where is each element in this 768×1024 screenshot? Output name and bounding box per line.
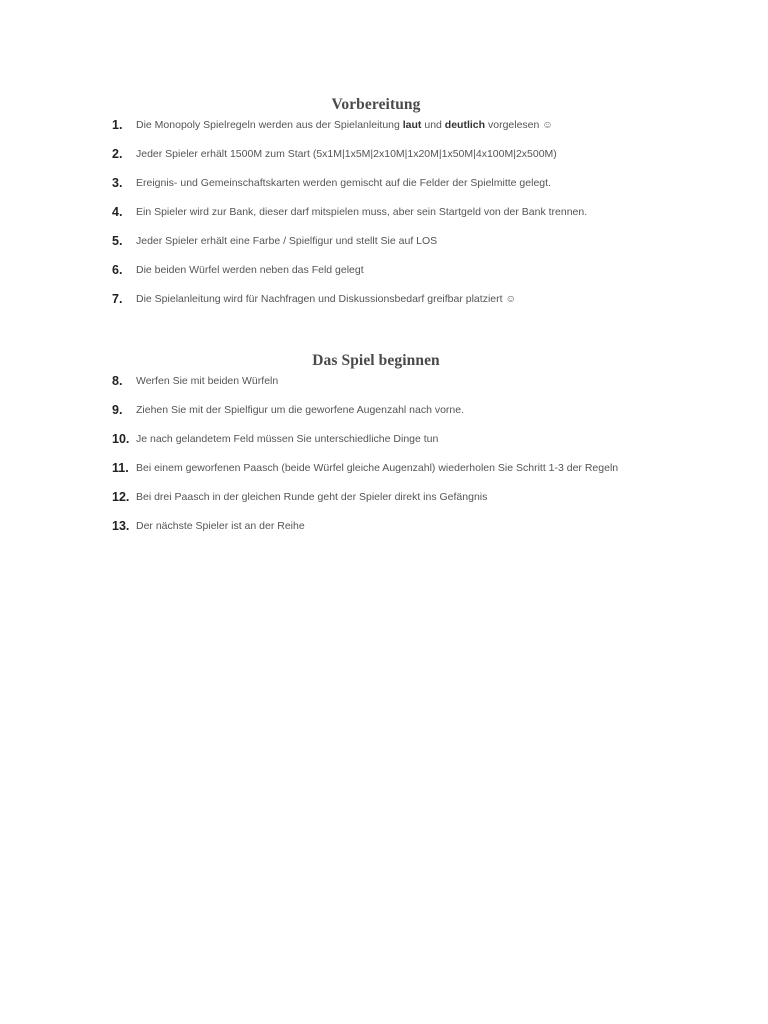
list-number: 10. xyxy=(112,432,130,446)
list-text: Bei drei Paasch in der gleichen Runde geht der Spieler direkt ins Gefängnis xyxy=(136,491,488,503)
list-item xyxy=(0,490,768,519)
list-text: Bei einem geworfenen Paasch (beide Würfel gleiche Augenzahl) wiederholen Sie Schritt 1-3 der Regeln xyxy=(136,462,619,474)
list-text: Die Monopoly Spielregeln werden aus der Spielanleitung laut und deutlich vorgelesen ☺ xyxy=(136,119,553,131)
list-item xyxy=(0,263,768,292)
list-number: 3. xyxy=(112,176,123,190)
list-number: 2. xyxy=(112,147,123,161)
list-text: Jeder Spieler erhält 1500M zum Start (5x1M|1x5M|2x10M|1x20M|1x50M|4x100M|2x500M) xyxy=(136,148,557,160)
numbered-list-das-spiel-beginnen xyxy=(0,374,768,548)
section-title-vorbereitung: Vorbereitung xyxy=(331,96,421,113)
list-number: 1. xyxy=(112,118,123,132)
list-item xyxy=(0,234,768,263)
list-text: Jeder Spieler erhält eine Farbe / Spielfigur und stellt Sie auf LOS xyxy=(136,235,438,247)
list-number: 12. xyxy=(112,490,130,504)
list-item xyxy=(0,147,768,176)
list-item xyxy=(0,374,768,403)
list-item xyxy=(0,432,768,461)
emphasis-deutlich: deutlich xyxy=(444,119,486,131)
list-item xyxy=(0,403,768,432)
list-number: 7. xyxy=(112,292,123,306)
list-text: Ein Spieler wird zur Bank, dieser darf mitspielen muss, aber sein Startgeld von der Bank trennen. xyxy=(136,206,588,218)
list-text: Werfen Sie mit beiden Würfeln xyxy=(136,375,279,387)
list-item xyxy=(0,519,768,548)
list-text: Ereignis- und Gemeinschaftskarten werden gemischt auf die Felder der Spielmitte gelegt. xyxy=(136,177,551,189)
list-number: 8. xyxy=(112,374,123,388)
list-text: Die Spielanleitung wird für Nachfragen und Diskussionsbedarf greifbar platziert ☺ xyxy=(136,293,517,305)
numbered-list-vorbereitung xyxy=(0,118,768,321)
list-item xyxy=(0,176,768,205)
emphasis-laut: laut xyxy=(402,119,422,131)
section-title-das-spiel-beginnen: Das Spiel beginnen xyxy=(312,352,440,369)
list-item xyxy=(0,461,768,490)
list-item xyxy=(0,292,768,321)
list-text: Ziehen Sie mit der Spielfigur um die geworfene Augenzahl nach vorne. xyxy=(136,404,465,416)
list-number: 13. xyxy=(112,519,130,533)
list-item xyxy=(0,118,768,147)
list-number: 9. xyxy=(112,403,123,417)
list-text: Je nach gelandetem Feld müssen Sie unterschiedliche Dinge tun xyxy=(136,433,439,445)
list-number: 11. xyxy=(112,461,129,475)
list-number: 5. xyxy=(112,234,123,248)
list-text: Der nächste Spieler ist an der Reihe xyxy=(136,520,305,532)
list-text: Die beiden Würfel werden neben das Feld gelegt xyxy=(136,264,364,276)
list-number: 4. xyxy=(112,205,123,219)
list-number: 6. xyxy=(112,263,123,277)
list-item xyxy=(0,205,768,234)
